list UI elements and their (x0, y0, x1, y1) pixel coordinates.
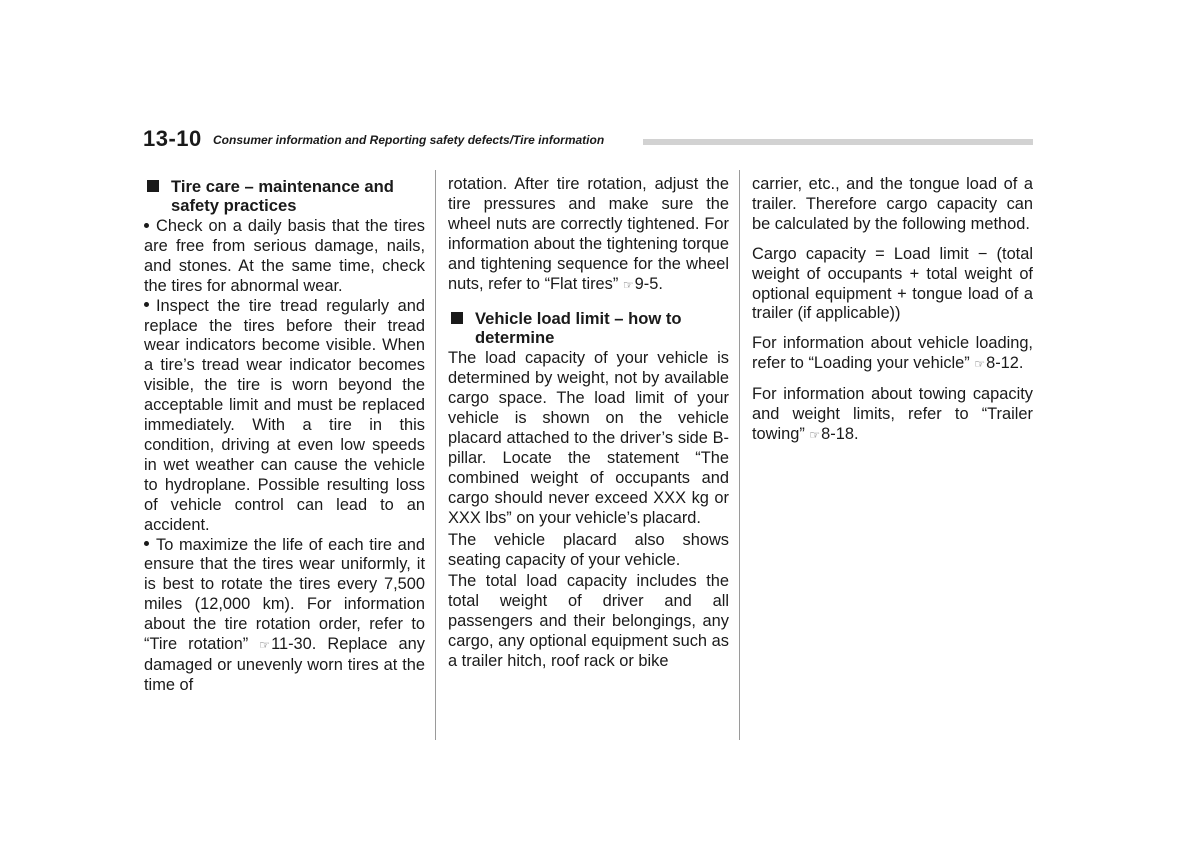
paragraph-text: For information about vehicle loading, refer to “Loading your vehicle” (752, 334, 1033, 373)
column-divider (739, 170, 740, 740)
black-square-icon (451, 312, 463, 324)
section-title: Consumer information and Reporting safety defects/Tire information (213, 133, 605, 147)
bullet-text: To maximize the life of each tire and ensure that the tires wear uniformly, it is best to rotate the tires every 7,500 miles (12,000 km). For information about the tire rotation order, refer to “Tire rotation” (144, 535, 425, 654)
bullet-item (144, 217, 425, 297)
paragraph: Cargo capacity = Load limit − (total weight of occupants + total weight of optional equipment + tongue load of a trailer (if applicable)) (752, 244, 1033, 323)
paragraph (752, 385, 1033, 446)
pointing-hand-icon: ☞ (622, 277, 634, 292)
paragraph (752, 334, 1033, 375)
bullet-dot-icon (144, 223, 149, 228)
paragraph-text: . (1018, 354, 1024, 373)
bullet-item (144, 536, 425, 696)
section-heading (448, 309, 729, 347)
heading-text: Vehicle load limit – how to determine (475, 309, 682, 348)
paragraph: The load capacity of your vehicle is determined by weight, not by available cargo space. The load limit of your vehicle is shown on the vehicle placard attached to the driver’s side B-pillar. Locate the statement “The combined weight of occupants and cargo should never exceed XXX kg or XXX lbs” on your vehicle’s placard. (448, 349, 729, 527)
pointing-hand-icon: ☞ (974, 357, 986, 372)
page-number: 13-10 (143, 126, 202, 151)
bullet-text: Check on a daily basis that the tires are free from serious damage, nails, and stones. At the same time, check the tires for abnormal wear. (144, 217, 425, 295)
bullet-text: Inspect the tire tread regularly and replace the tires before their tread wear indicators become visible. When a tire’s tread wear indicator becomes visible, the tire is worn beyond the acceptable limit and must be replaced immediately. With a tire in this condition, driving at even low speeds in wet weather can cause the vehicle to hydroplane. Possible resulting loss of vehicle control can lead to an accident. (144, 296, 425, 534)
paragraph (448, 175, 729, 295)
bullet-item (144, 297, 425, 536)
section-heading (144, 177, 425, 215)
column-2 (448, 175, 729, 672)
black-square-icon (147, 180, 159, 192)
bullet-dot-icon (144, 541, 149, 546)
bullet-text: . Replace any damaged or unevenly worn tires at the time of (144, 635, 425, 694)
paragraph-text: rotation. After tire rotation, adjust the tire pressures and make sure the wheel nuts are correctly tightened. For information about the tightening torque and tightening sequence for the wheel nuts, refer to “Flat tires” (448, 175, 729, 293)
header-rule (643, 139, 1033, 145)
paragraph-text: . (853, 424, 859, 443)
column-divider (435, 170, 436, 740)
page-header (143, 126, 1033, 152)
paragraph: The vehicle placard also shows seating capacity of your vehicle. (448, 530, 729, 569)
paragraph-text: . (658, 274, 663, 293)
paragraph: carrier, etc., and the tongue load of a trailer. Therefore cargo capacity can be calculated by the following method. (752, 175, 1033, 233)
page-reference[interactable]: 8-12 (986, 354, 1019, 373)
bullet-dot-icon (144, 302, 149, 307)
page-reference[interactable]: 9-5 (634, 274, 659, 293)
column-3 (752, 175, 1033, 446)
paragraph-text: For information about towing capacity and weight limits, refer to “Trailer towing” (752, 385, 1033, 443)
page-reference[interactable]: 11-30 (271, 635, 312, 654)
heading-text: Tire care – maintenance and safety practices (171, 177, 394, 215)
column-1 (144, 175, 425, 696)
page-reference[interactable]: 8-18 (821, 424, 854, 443)
paragraph: The total load capacity includes the total weight of driver and all passengers and their belongings, any cargo, any optional equipment such as a trailer hitch, roof rack or bike (448, 572, 729, 671)
pointing-hand-icon: ☞ (259, 638, 271, 653)
pointing-hand-icon: ☞ (809, 427, 821, 442)
